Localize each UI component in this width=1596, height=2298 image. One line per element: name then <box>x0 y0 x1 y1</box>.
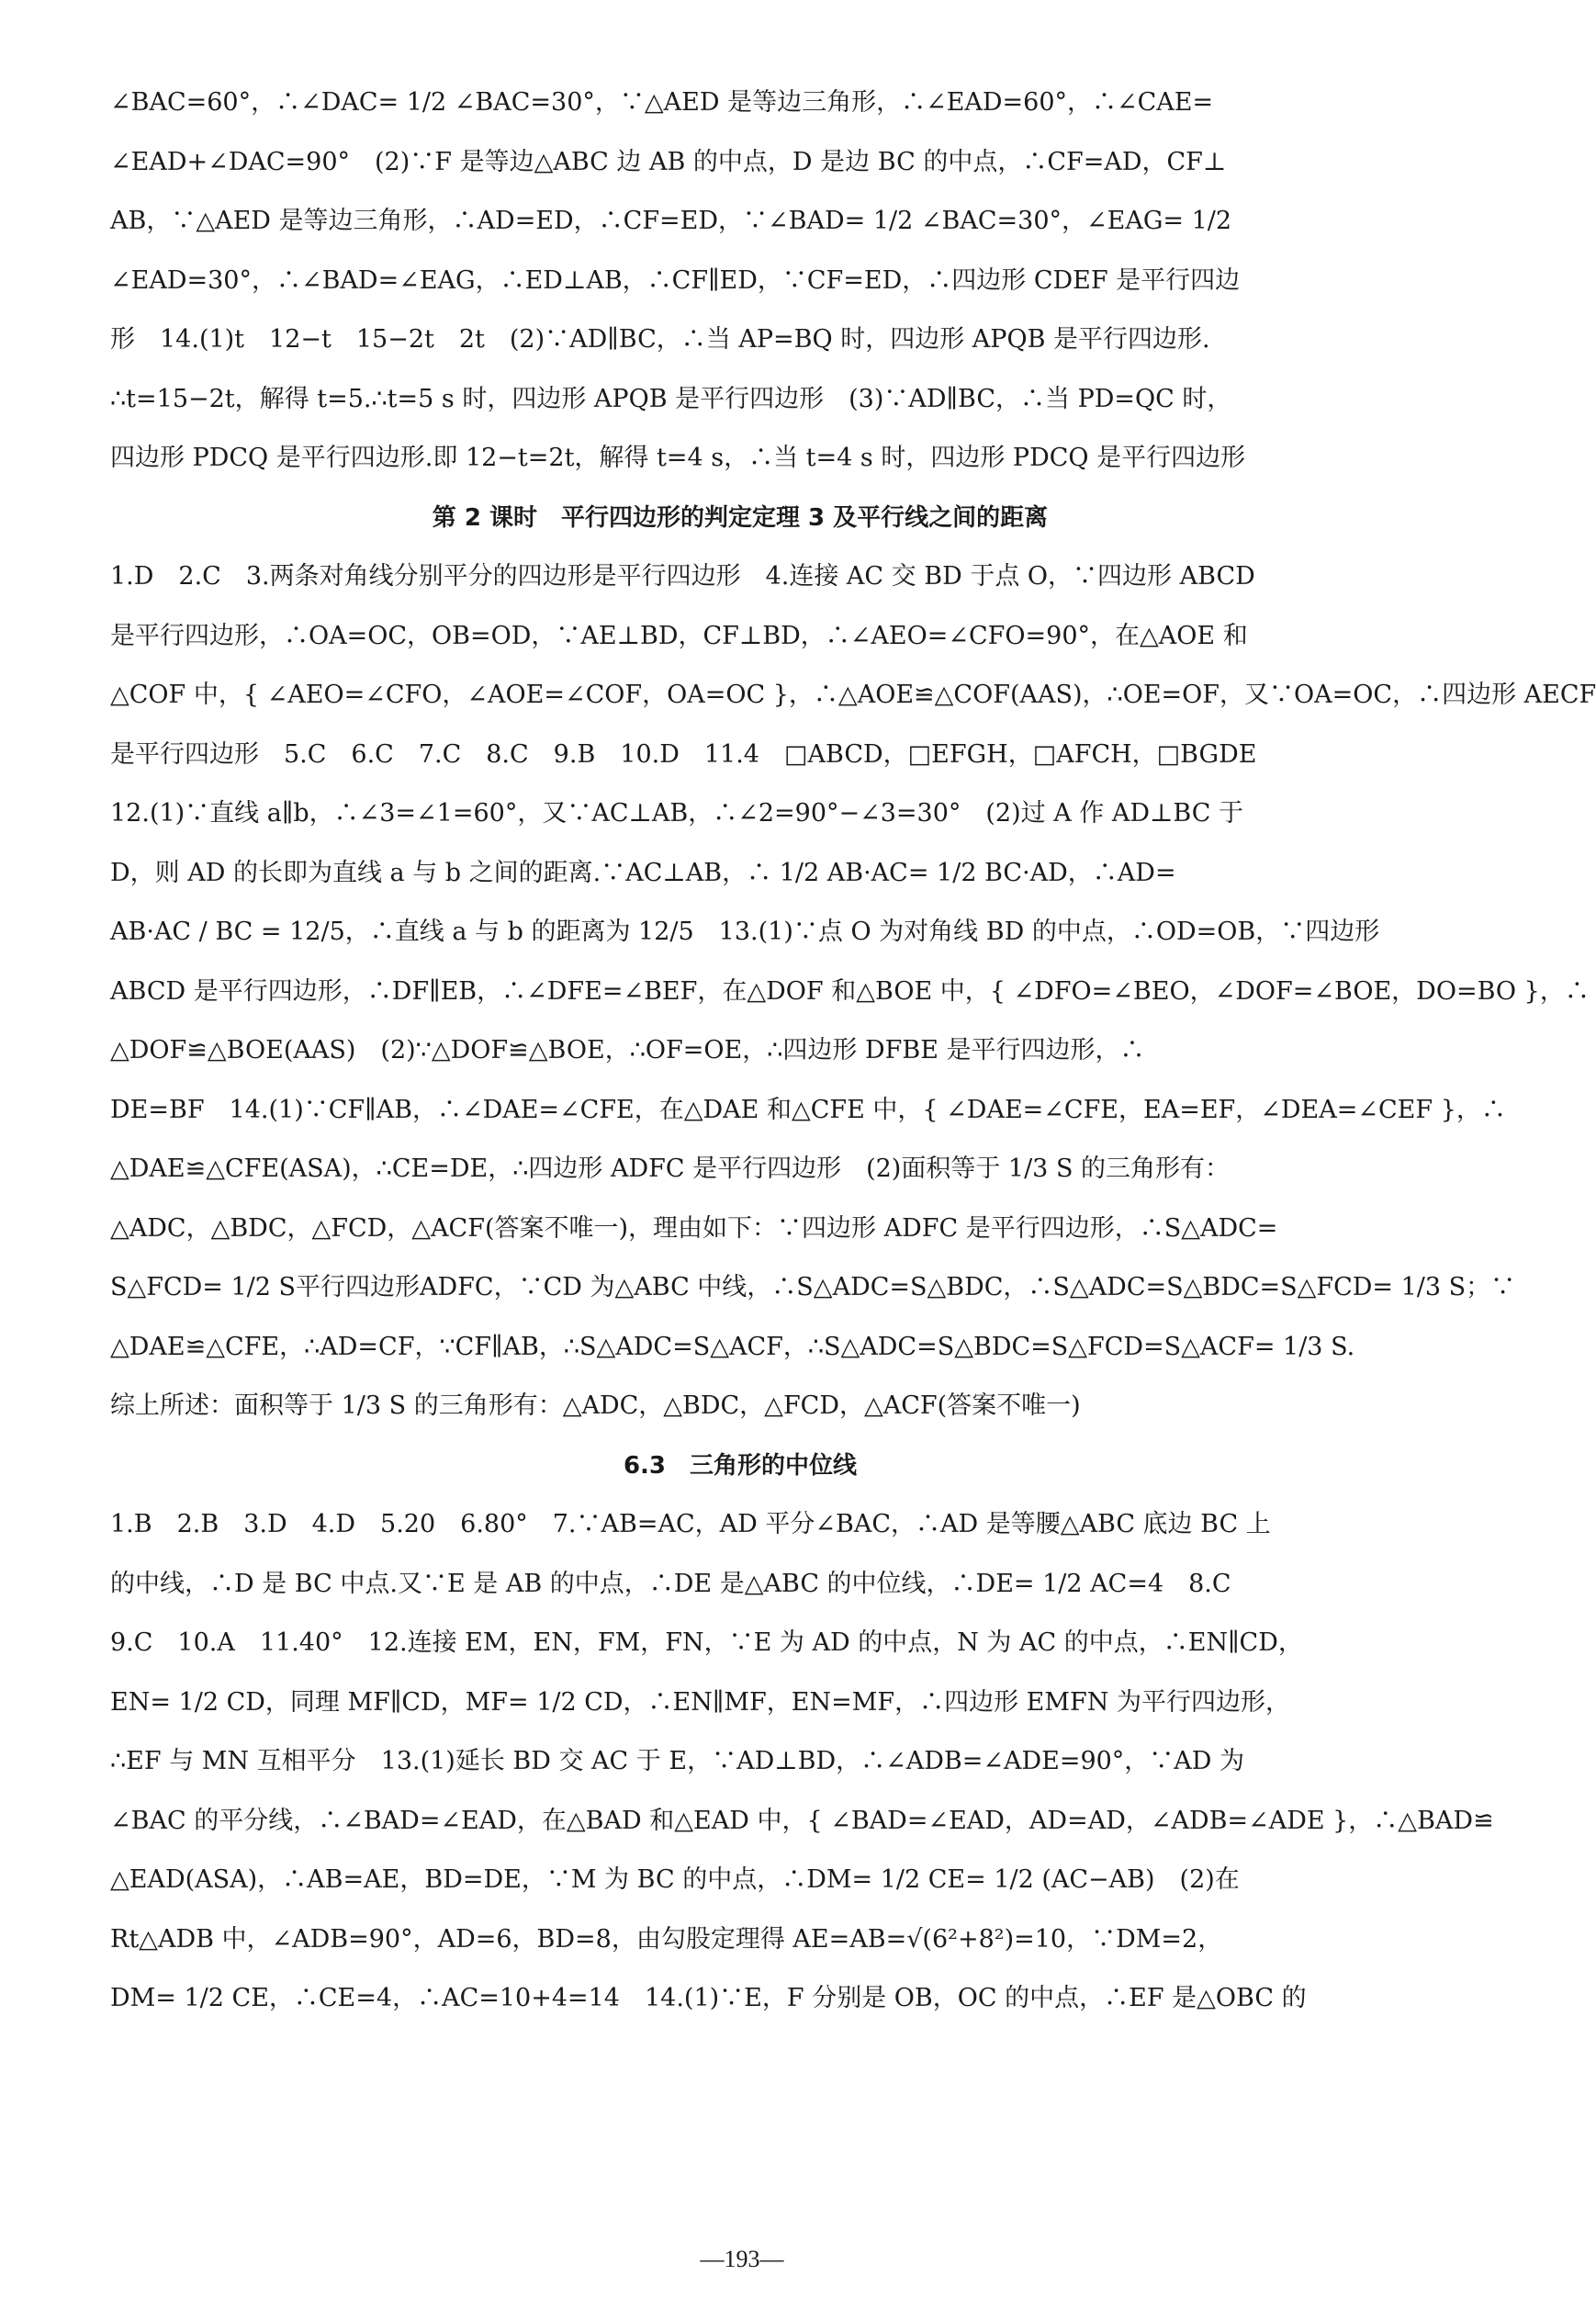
text-line: ∴EF 与 MN 互相平分 13.(1)延长 BD 交 AC 于 E，∵AD⊥BD，∴∠ADB=∠ADE=90°，∵AD 为 <box>110 1747 1245 1775</box>
text-line: △ADC，△BDC，△FCD，△ACF(答案不唯一)，理由如下：∵四边形 ADFC 是平行四边形，∴S△ADC= <box>110 1213 1278 1243</box>
text-line: EN= 1/2 CD，同理 MF∥CD，MF= 1/2 CD，∴EN∥MF，EN=MF，∴四边形 EMFN 为平行四边形， <box>110 1687 1290 1717</box>
text-line: Rt△ADB 中，∠ADB=90°，AD=6，BD=8，由勾股定理得 AE=AB=√(6²+8²)=10，∵DM=2， <box>110 1924 1223 1954</box>
text-line: △DOF≌△BOE(AAS) (2)∵△DOF≌△BOE，∴OF=OE，∴四边形 DFBE 是平行四边形，∴ <box>110 1036 1145 1065</box>
text-line: ∠BAC 的平分线，∴∠BAD=∠EAD，在△BAD 和△EAD 中，{ ∠BAD=∠EAD，AD=AD，∠ADB=∠ADE }，∴△BAD≌ <box>110 1806 1494 1835</box>
text-line: 形 14.(1)t 12−t 15−2t 2t (2)∵AD∥BC，∴当 AP=BQ 时，四边形 APQB 是平行四边形. <box>110 325 1210 354</box>
text-line: ∴t=15−2t，解得 t=5.∴t=5 s 时，四边形 APQB 是平行四边形 (3)∵AD∥BC，∴当 PD=QC 时， <box>110 384 1232 413</box>
answer-page <box>110 84 1596 2040</box>
section-title-lesson-2: 第 2 课时 平行四边形的判定定理 3 及平行线之间的距离 <box>432 503 1049 532</box>
text-line: DM= 1/2 CE，∴CE=4，∴AC=10+4=14 14.(1)∵E，F 分别是 OB，OC 的中点，∴EF 是△OBC 的 <box>110 1984 1307 2012</box>
text-line: 是平行四边形 5.C 6.C 7.C 8.C 9.B 10.D 11.4 □ABCD，□EFGH，□AFCH，□BGDE <box>110 739 1257 769</box>
text-line: △COF 中，{ ∠AEO=∠CFO，∠AOE=∠COF，OA=OC }，∴△AOE≌△COF(AAS)，∴OE=OF，又∵OA=OC，∴四边形 AECF <box>110 681 1596 709</box>
text-line: DE=BF 14.(1)∵CF∥AB，∴∠DAE=∠CFE，在△DAE 和△CFE 中，{ ∠DAE=∠CFE，EA=EF，∠DEA=∠CEF }，∴ <box>110 1095 1506 1124</box>
text-line: ∠EAD=30°，∴∠BAD=∠EAG，∴ED⊥AB，∴CF∥ED，∵CF=ED，∴四边形 CDEF 是平行四边 <box>110 265 1241 295</box>
text-line: S△FCD= 1/2 S平行四边形ADFC，∵CD 为△ABC 中线，∴S△ADC=S△BDC，∴S△ADC=S△BDC=S△FCD= 1/3 S；∵ <box>110 1273 1516 1301</box>
text-block-3 <box>110 1506 1494 2017</box>
page-number: —193— <box>700 2246 784 2272</box>
text-line: 是平行四边形，∴OA=OC，OB=OD，∵AE⊥BD，CF⊥BD，∴∠AEO=∠CFO=90°，在△AOE 和 <box>110 621 1248 650</box>
text-block-1 <box>110 84 1370 477</box>
text-line: 综上所述：面积等于 1/3 S 的三角形有：△ADC，△BDC，△FCD，△ACF(答案不唯一) <box>110 1391 1081 1420</box>
text-line: AB，∵△AED 是等边三角形，∴AD=ED，∴CF=ED，∵∠BAD= 1/2 ∠BAC=30°，∠EAG= 1/2 <box>110 207 1232 235</box>
text-line: 9.C 10.A 11.40° 12.连接 EM，EN，FM，FN，∵E 为 AD 的中点，N 为 AC 的中点，∴EN∥CD， <box>110 1628 1303 1657</box>
text-line: ABCD 是平行四边形，∴DF∥EB，∴∠DFE=∠BEF，在△DOF 和△BOE 中，{ ∠DFO=∠BEO，∠DOF=∠BOE，DO=BO }，∴ <box>110 976 1590 1006</box>
text-line: ∠EAD+∠DAC=90° (2)∵F 是等边△ABC 边 AB 的中点，D 是边 BC 的中点，∴CF=AD，CF⊥ <box>110 147 1227 176</box>
text-line: ∠BAC=60°，∴∠DAC= 1/2 ∠BAC=30°，∵△AED 是等边三角形，∴∠EAD=60°，∴∠CAE= <box>110 88 1214 117</box>
text-block-2 <box>110 558 1596 1425</box>
section-title-6-3: 6.3 三角形的中位线 <box>623 1451 858 1480</box>
text-line: △EAD(ASA)，∴AB=AE，BD=DE，∵M 为 BC 的中点，∴DM= 1/2 CE= 1/2 (AC−AB) (2)在 <box>110 1865 1240 1894</box>
text-line: 12.(1)∵直线 a∥b，∴∠3=∠1=60°，又∵AC⊥AB，∴∠2=90°−∠3=30° (2)过 A 作 AD⊥BC 于 <box>110 799 1244 828</box>
text-line: D，则 AD 的长即为直线 a 与 b 之间的距离.∵AC⊥AB，∴ 1/2 AB·AC= 1/2 BC·AD，∴AD= <box>110 858 1176 887</box>
text-line: 四边形 PDCQ 是平行四边形.即 12−t=2t，解得 t=4 s，∴当 t=4 s 时，四边形 PDCQ 是平行四边形 <box>110 444 1246 472</box>
text-line: 的中线，∴D 是 BC 中点.又∵E 是 AB 的中点，∴DE 是△ABC 的中位线，∴DE= 1/2 AC=4 8.C <box>110 1569 1231 1598</box>
text-line: △DAE≌△CFE，∴AD=CF，∵CF∥AB，∴S△ADC=S△ACF，∴S△ADC=S△BDC=S△FCD=S△ACF= 1/3 S. <box>110 1332 1355 1361</box>
text-line: 1.D 2.C 3.两条对角线分别平分的四边形是平行四边形 4.连接 AC 交 BD 于点 O，∵四边形 ABCD <box>110 562 1255 591</box>
text-line: AB·AC / BC = 12/5，∴直线 a 与 b 的距离为 12/5 13.(1)∵点 O 为对角线 BD 的中点，∴OD=OB，∵四边形 <box>110 918 1380 946</box>
text-line: △DAE≌△CFE(ASA)，∴CE=DE，∴四边形 ADFC 是平行四边形 (2)面积等于 1/3 S 的三角形有： <box>110 1155 1231 1183</box>
text-line: 1.B 2.B 3.D 4.D 5.20 6.80° 7.∵AB=AC，AD 平分∠BAC，∴AD 是等腰△ABC 底边 BC 上 <box>110 1510 1271 1538</box>
